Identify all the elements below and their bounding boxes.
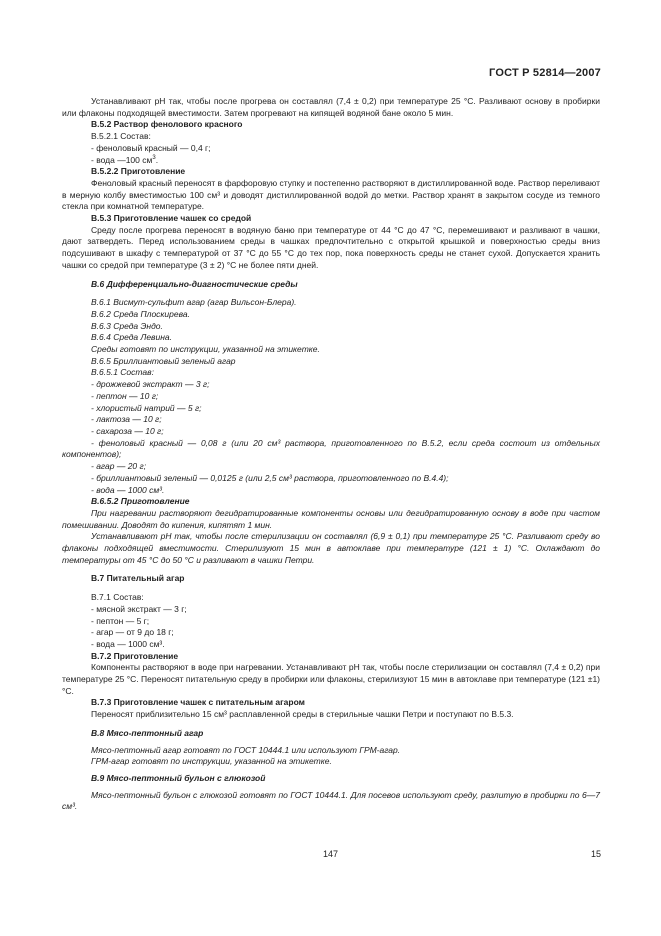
paragraph: Переносят приблизительно 15 см³ расплавленной среды в стерильные чашки Петри и поступают по В.5.3. [91, 709, 514, 720]
paragraph: Мясо-пептонный бульон с глюкозой готовят по ГОСТ 10444.1. Для посевов используют среду, разлитую в пробирки по 6—7 см³. [62, 789, 600, 812]
paragraph: Среды готовят по инструкции, указанной на этикетке. [91, 344, 320, 355]
section-heading: В.9 Мясо-пептонный бульон с глюкозой [91, 772, 266, 783]
list-item: - лактоза — 10 г; [91, 414, 162, 425]
list-item: - вода — 1000 см³. [91, 638, 165, 649]
section-heading: В.5.2 Раствор фенолового красного [91, 119, 243, 130]
section-heading: В.7 Питательный агар [91, 573, 185, 584]
list-item: - пептон — 5 г; [91, 615, 150, 626]
subsection-heading: В.6.5 Бриллиантовый зеленый агар [91, 355, 236, 366]
list-item: - хлористый натрий — 5 г; [91, 402, 202, 413]
paragraph: ГРМ-агар готовят по инструкции, указанной на этикетке. [91, 756, 332, 767]
subsection-heading: В.7.2 Приготовление [91, 650, 179, 661]
list-item: - бриллиантовый зеленый — 0,0125 г (или 2,5 см³ раствора, приготовленного по В.4.4); [91, 472, 449, 483]
list-item: - агар — от 9 до 18 г; [91, 627, 174, 638]
subsection-heading: В.5.2.1 Состав: [91, 131, 151, 142]
list-item: - пептон — 10 г; [91, 390, 159, 401]
subsection-heading: В.6.2 Среда Плоскирева. [91, 308, 190, 319]
paragraph: Устанавливают pH так, чтобы после стерилизации он составлял (6,9 ± 0,1) при температуре 25 °С. Разливают среду во флаконы подходящей вместимости. Стерилизуют 15 мин в автоклаве при температуре (121 ± 1) °С. Охлаждают до температуры от 45 °С до 50 °С и разливают в чашки Петри. [62, 531, 600, 565]
paragraph: Устанавливают pH так, чтобы после прогрева он составлял (7,4 ± 0,2) при температуре 25 °С. Разливают основу в пробирки или флаконы подходящей вместимости. Затем прогревают на кипящей водяной бане около 5 мин. [62, 96, 600, 118]
list-item: - сахароза — 10 г; [91, 425, 164, 436]
subsection-heading: В.6.4 Среда Левина. [91, 332, 172, 343]
list-item: - феноловый красный — 0,4 г; [91, 142, 211, 153]
subsection-heading: В.5.2.2 Приготовление [91, 166, 186, 177]
list-item-text: - вода —100 см [91, 154, 153, 165]
paragraph: Компоненты растворяют в воде при нагревании. Устанавливают pH так, чтобы после стерилизации он составлял (7,4 ± 0,2) при температуре 25 °С. Переносят питательную среду в пробирки или флаконы, стерилизуют 15 мин в автоклаве при температуре (121 ±1) °С. [62, 662, 600, 696]
section-heading: В.8 Мясо-пептонный агар [91, 727, 204, 738]
subsection-heading: В.6.5.1 Состав: [91, 367, 154, 378]
list-item: - вода —100 $см^3$. [91, 154, 159, 165]
list-item: - дрожжевой экстракт — 3 г; [91, 379, 210, 390]
subsection-heading: В.7.3 Приготовление чашек с питательным агаром [91, 697, 305, 708]
subsection-heading: В.7.1 Состав: [91, 592, 144, 603]
subsection-heading: В.6.1 Висмут-сульфит агар (агар Вильсон-Блера). [91, 297, 297, 308]
page-number-right: 15 [590, 849, 601, 859]
subsection-heading: В.6.5.2 Приготовление [91, 496, 190, 507]
page-number-center: 147 [322, 849, 339, 859]
section-heading: В.6 Дифференциально-диагностические среды [91, 278, 298, 289]
paragraph: Феноловый красный переносят в фарфоровую ступку и постепенно растворяют в дистиллированной воде. Раствор переливают в мерную колбу вместимостью 100 см³ и доводят дистиллированной водой до метки. Раствор хранят в закрытом сосуде из темного стекла при комнатной температуре. [62, 177, 600, 212]
paragraph: Среду после прогрева переносят в водяную баню при температуре от 44 °С до 47 °С, перемешивают и разливают в чашки, дают затвердеть. Перед использованием среды в чашках предпочтительно с открытой крышкой и поверхностью среды вниз подсушивают в шкафу с температурой от 37 °С до 55 °С до тех пор, пока поверхность среды не станет сухой. Допускается хранить чашки со средой при температуре (3 ± 2) °С не более пяти дней. [62, 224, 600, 270]
list-item: - феноловый красный — 0,08 г (или 20 см³ раствора, приготовленного по В.5.2, если среда состоит из отдельных компонентов); [62, 437, 600, 460]
section-heading: В.5.3 Приготовление чашек со средой [91, 213, 252, 224]
document-header: ГОСТ Р 52814—2007 [489, 67, 601, 79]
document-body [62, 96, 600, 813]
list-item: - мясной экстракт — 3 г; [91, 603, 187, 614]
list-item: - вода — 1000 см³. [91, 484, 165, 495]
subsection-heading: В.6.3 Среда Эндо. [91, 320, 163, 331]
paragraph: При нагревании растворяют дегидратированные компоненты основы или дегидратированную основу в воде при частом помешивании. Доводят до кипения, кипятят 1 мин. [62, 507, 600, 530]
paragraph: Мясо-пептонный агар готовят по ГОСТ 10444.1 или используют ГРМ-агар. [91, 744, 401, 755]
list-item: - агар — 20 г; [91, 461, 147, 472]
superscript: 3 [152, 154, 156, 161]
